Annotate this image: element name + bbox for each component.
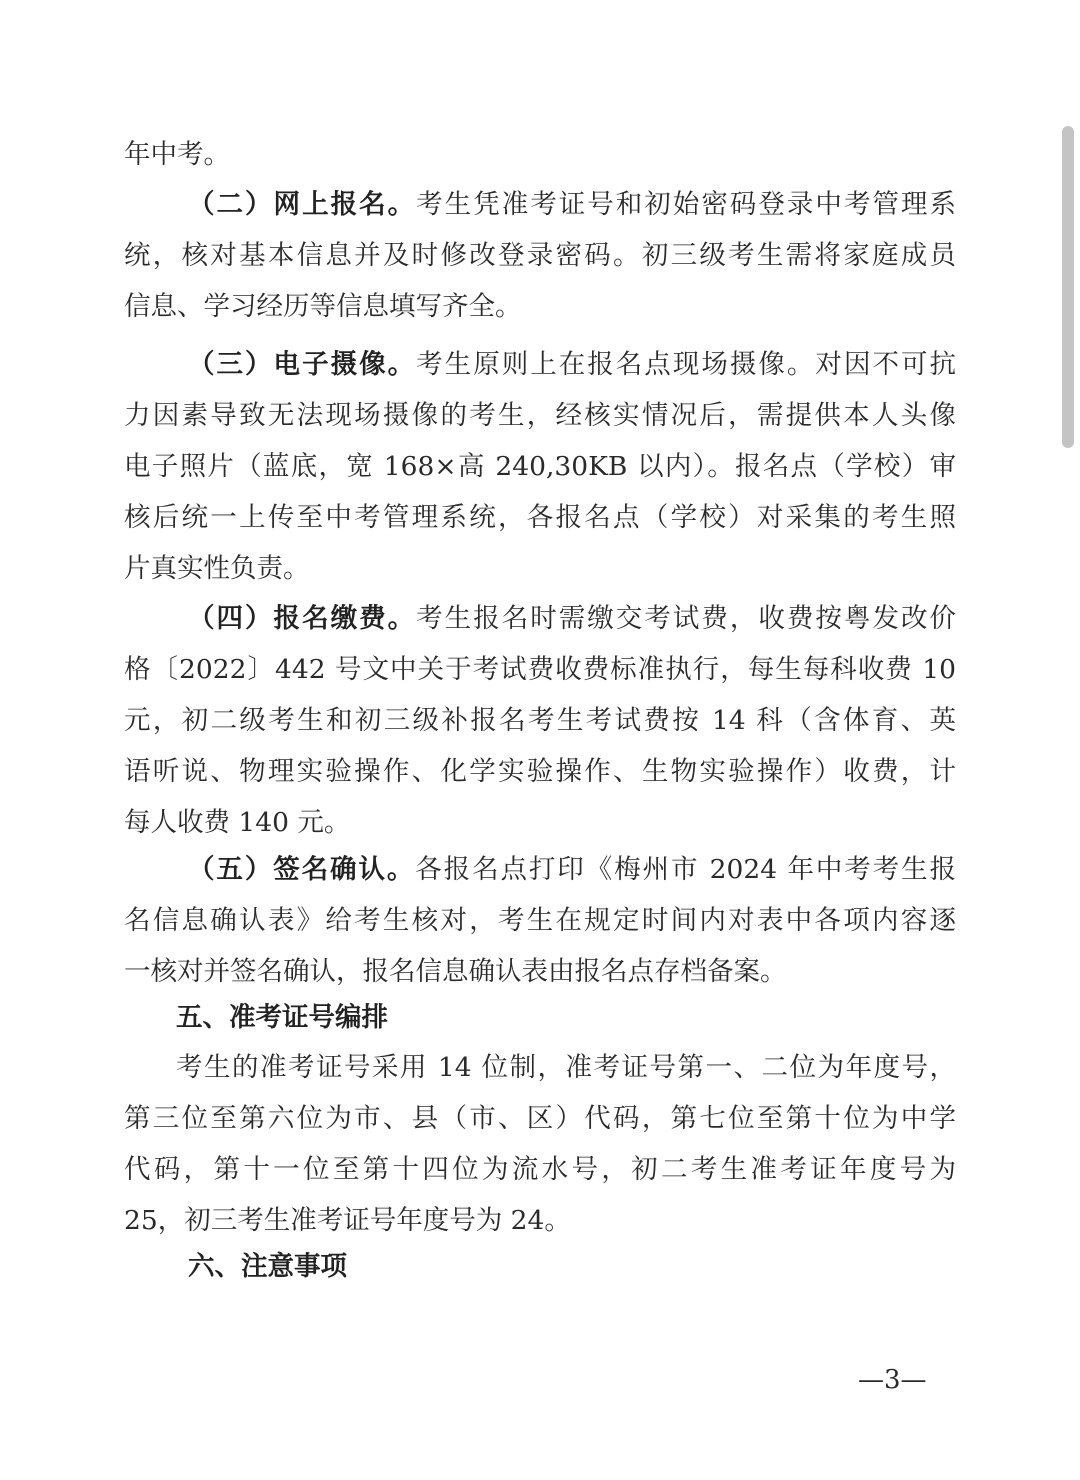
paragraph-lead: （三）电子摄像。 [188, 349, 417, 380]
paragraph-line: 名信息确认表》给考生核对，考生在规定时间内对表中各项内容逐 [124, 905, 956, 936]
paragraph-line [188, 594, 956, 644]
paragraph-line [188, 340, 956, 390]
paragraph-line: 25，初三考生准考证号年度号为 24。 [124, 1205, 571, 1236]
paragraph-line: 统，核对基本信息并及时修改登录密码。初三级考生需将家庭成员 [124, 240, 956, 271]
scrollbar-thumb[interactable] [1062, 126, 1074, 448]
section-heading: 五、准考证号编排 [176, 1002, 388, 1033]
paragraph-text: 考生报名时需缴交考试费，收费按粤发改价 [416, 603, 957, 634]
paragraph-line: 一核对并签名确认，报名信息确认表由报名点存档备案。 [124, 956, 787, 987]
paragraph-line: 信息、学习经历等信息填写齐全。 [124, 291, 522, 322]
paragraph-line: 核后统一上传至中考管理系统，各报名点（学校）对采集的考生照 [124, 502, 956, 533]
paragraph-line: 每人收费 140 元。 [124, 807, 351, 838]
paragraph-text: 各报名点打印《梅州市 2024 年中考考生报 [415, 854, 956, 885]
paragraph-text: 考生原则上在报名点现场摄像。对因不可抗 [416, 349, 957, 380]
page-number: —3— [858, 1365, 927, 1395]
paragraph-lead: （五）签名确认。 [188, 854, 416, 885]
paragraph-line [188, 845, 956, 895]
section-heading: 六、注意事项 [188, 1251, 347, 1282]
paragraph-line: 语听说、物理实验操作、化学实验操作、生物实验操作）收费，计 [124, 756, 956, 787]
paragraph-line: 年中考。 [124, 139, 230, 170]
paragraph-line: 考生的准考证号采用 14 位制，准考证号第一、二位为年度号， [176, 1052, 956, 1083]
paragraph-line: 第三位至第六位为市、县（市、区）代码，第七位至第十位为中学 [124, 1103, 956, 1134]
paragraph-text: 考生凭准考证号和初始密码登录中考管理系 [416, 189, 957, 220]
paragraph-line: 片真实性负责。 [124, 553, 310, 584]
paragraph-lead: （四）报名缴费。 [188, 603, 417, 634]
paragraph-line: 电子照片（蓝底，宽 168×高 240,30KB 以内）。报名点（学校）审 [124, 451, 956, 482]
paragraph-line [188, 180, 956, 230]
paragraph-line: 元，初二级考生和初三级补报名考生考试费按 14 科（含体育、英 [124, 705, 956, 736]
paragraph-lead: （二）网上报名。 [188, 189, 417, 220]
paragraph-line: 代码，第十一位至第十四位为流水号，初二考生准考证年度号为 [124, 1154, 956, 1185]
paragraph-line: 格〔2022〕442 号文中关于考试费收费标准执行，每生每科收费 10 [124, 654, 956, 685]
paragraph-line: 力因素导致无法现场摄像的考生，经核实情况后，需提供本人头像 [124, 400, 956, 431]
